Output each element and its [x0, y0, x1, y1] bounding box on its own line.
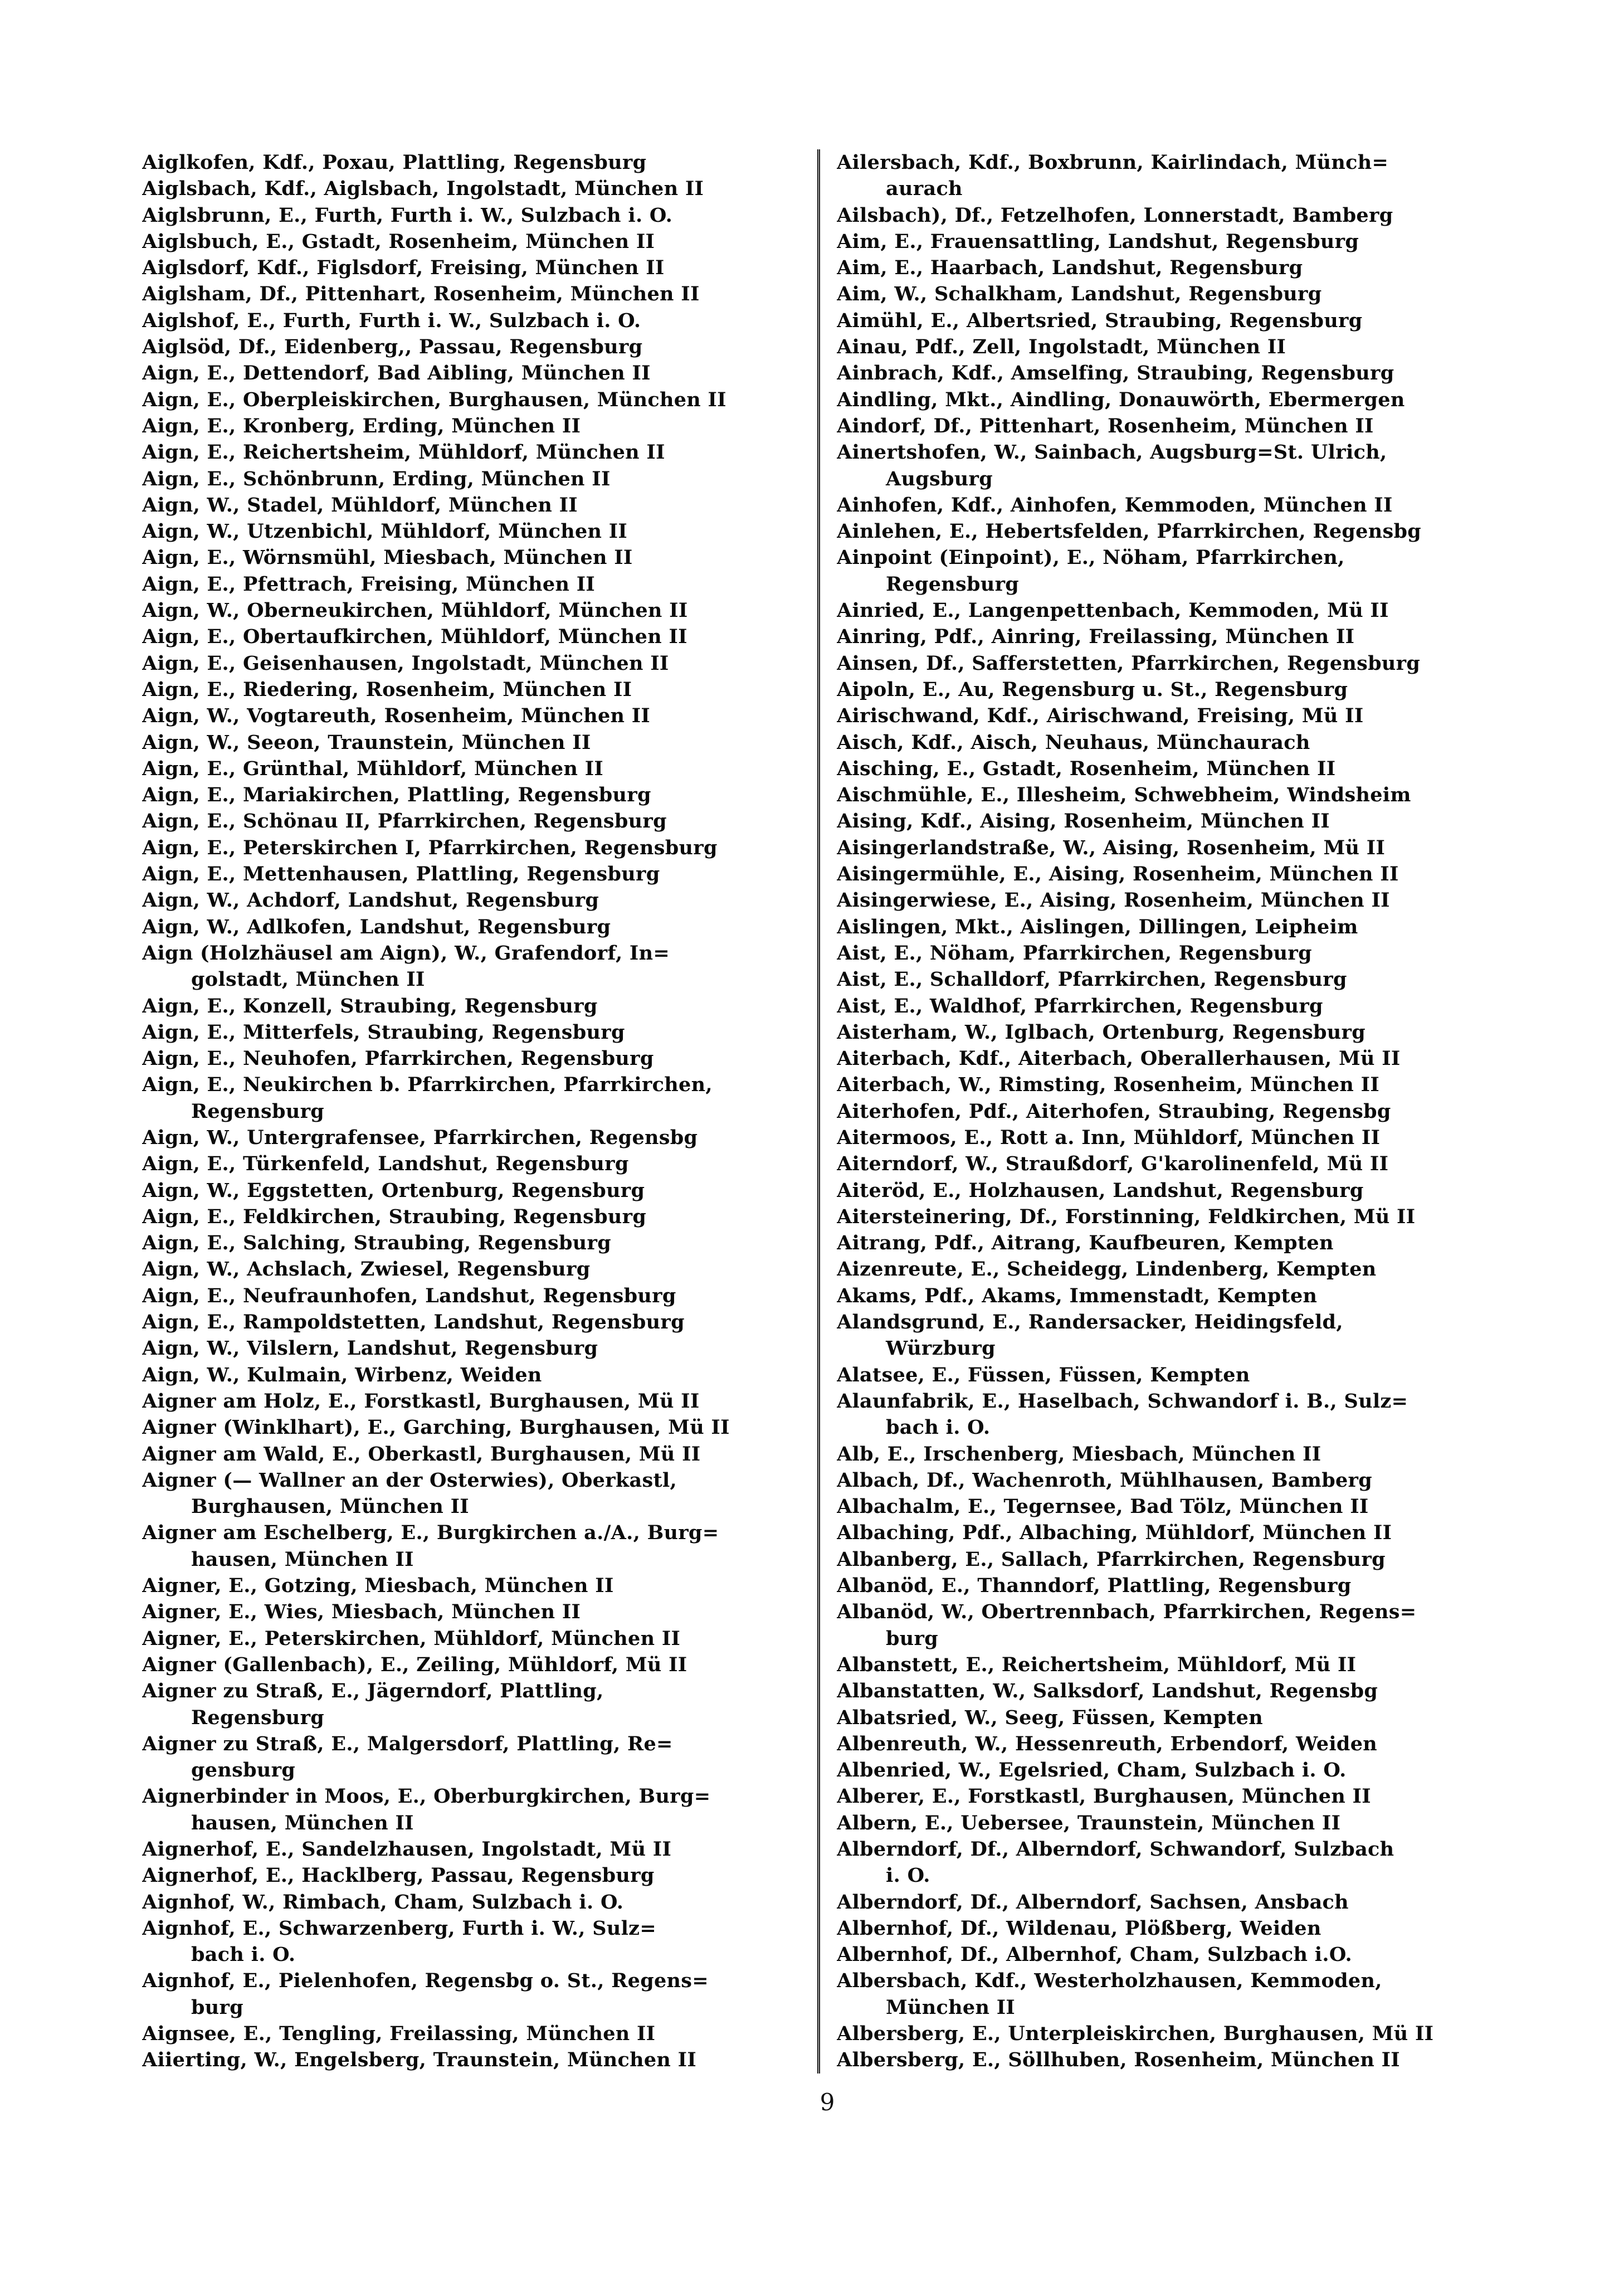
directory-line: Alatsee, E., Füssen, Füssen, Kempten	[837, 1363, 1250, 1386]
directory-line: Regensburg	[886, 572, 1020, 596]
directory-line: Aitersteinering, Df., Forstinning, Feldkirchen, Mü II	[837, 1205, 1416, 1228]
directory-line: Aisingerwiese, E., Aising, Rosenheim, München II	[837, 889, 1390, 912]
directory-line: Aign, E., Wörnsmühl, Miesbach, München II	[142, 546, 633, 570]
directory-line: Aislingen, Mkt., Aislingen, Dillingen, Leipheim	[837, 915, 1358, 938]
directory-line: Alandsgrund, E., Randersacker, Heidingsfeld,	[837, 1311, 1343, 1334]
directory-line: Aignhof, E., Schwarzenberg, Furth i. W., Sulz=	[142, 1916, 656, 1940]
directory-line: Aign, W., Utzenbichl, Mühldorf, München II	[142, 520, 628, 543]
directory-line: Aigner am Wald, E., Oberkastl, Burghausen, Mü II	[142, 1442, 701, 1466]
directory-line: Aign, W., Vilslern, Landshut, Regensburg	[142, 1337, 598, 1360]
directory-line: Alb, E., Irschenberg, Miesbach, München II	[837, 1442, 1321, 1466]
directory-line: Aisingerlandstraße, W., Aising, Rosenheim, Mü II	[837, 836, 1386, 859]
directory-line: Aign, E., Türkenfeld, Landshut, Regensburg	[142, 1152, 629, 1176]
directory-line: Aist, E., Nöham, Pfarrkirchen, Regensburg	[837, 941, 1312, 965]
directory-line: Augsburg	[886, 467, 993, 490]
directory-line: Aisching, E., Gstadt, Rosenheim, München II	[837, 757, 1336, 780]
directory-line: Aign, W., Oberneukirchen, Mühldorf, München II	[142, 599, 688, 622]
directory-line: Albaching, Pdf., Albaching, Mühldorf, München II	[837, 1521, 1392, 1545]
directory-line: Aignerbinder in Moos, E., Oberburgkirchen, Burg=	[142, 1785, 711, 1808]
directory-line: Aign, E., Mitterfels, Straubing, Regensburg	[142, 1020, 625, 1044]
directory-line: Aign (Holzhäusel am Aign), W., Grafendorf, In=	[142, 941, 670, 965]
directory-line: Alberndorf, Df., Alberndorf, Sachsen, Ansbach	[837, 1890, 1349, 1914]
directory-line: Albanöd, W., Obertrennbach, Pfarrkirchen, Regens=	[837, 1600, 1417, 1624]
directory-line: Aisch, Kdf., Aisch, Neuhaus, Münchaurach	[837, 731, 1310, 754]
directory-line: bach i. O.	[191, 1943, 296, 1967]
directory-line: Ainring, Pdf., Ainring, Freilassing, München II	[837, 625, 1355, 649]
directory-line: Aitermoos, E., Rott a. Inn, Mühldorf, München II	[837, 1126, 1381, 1149]
directory-line: Aiterbach, Kdf., Aiterbach, Oberallerhausen, Mü II	[837, 1047, 1401, 1070]
directory-line: Ainau, Pdf., Zell, Ingolstadt, München II	[837, 335, 1286, 359]
directory-line: Aign, E., Obertaufkirchen, Mühldorf, München II	[142, 625, 687, 649]
directory-line: Ailsbach), Df., Fetzelhofen, Lonnerstadt, Bamberg	[837, 203, 1393, 227]
directory-columns	[142, 149, 1513, 2074]
directory-line: Ainertshofen, W., Sainbach, Augsburg=St. Ulrich,	[837, 441, 1387, 464]
directory-line: Regensburg	[191, 1706, 325, 1729]
directory-line: Aist, E., Waldhof, Pfarrkirchen, Regensburg	[837, 994, 1323, 1018]
directory-line: Aiglsham, Df., Pittenhart, Rosenheim, München II	[142, 283, 700, 306]
directory-line: München II	[886, 1995, 1016, 2019]
directory-line: Albanöd, E., Thanndorf, Plattling, Regensburg	[837, 1574, 1352, 1598]
directory-line: Aign, E., Dettendorf, Bad Aibling, München II	[142, 362, 651, 385]
directory-line: golstadt, München II	[191, 968, 425, 991]
directory-line: Aigner, E., Gotzing, Miesbach, München II	[142, 1574, 614, 1598]
directory-line: Aiglshof, E., Furth, Furth i. W., Sulzbach i. O.	[142, 309, 641, 332]
directory-line: Albersberg, E., Unterpleiskirchen, Burghausen, Mü II	[837, 2022, 1434, 2046]
directory-line: Aiglsbach, Kdf., Aiglsbach, Ingolstadt, München II	[142, 177, 704, 201]
directory-line: Aign, E., Geisenhausen, Ingolstadt, München II	[142, 651, 669, 675]
directory-line: Aiteröd, E., Holzhausen, Landshut, Regensburg	[837, 1179, 1364, 1202]
directory-line: Aindorf, Df., Pittenhart, Rosenheim, München II	[837, 414, 1374, 437]
directory-line: Aign, E., Salching, Straubing, Regensburg	[142, 1232, 612, 1255]
directory-line: Ainlehen, E., Hebertsfelden, Pfarrkirchen, Regensbg	[837, 520, 1422, 543]
directory-line: hausen, München II	[191, 1547, 414, 1571]
directory-line: Albenried, W., Egelsried, Cham, Sulzbach i. O.	[837, 1759, 1347, 1782]
directory-line: Aiglsbrunn, E., Furth, Furth i. W., Sulzbach i. O.	[142, 203, 673, 227]
directory-line: Regensburg	[191, 1099, 325, 1123]
directory-line: Aign, E., Schönau II, Pfarrkirchen, Regensburg	[142, 810, 667, 833]
directory-line: Aign, E., Konzell, Straubing, Regensburg	[142, 994, 598, 1018]
directory-line: Aising, Kdf., Aising, Rosenheim, München II	[837, 810, 1330, 833]
directory-line: Aignerhof, E., Hacklberg, Passau, Regensburg	[142, 1864, 655, 1887]
directory-line: Aiterhofen, Pdf., Aiterhofen, Straubing, Regensbg	[837, 1099, 1391, 1123]
directory-line: Albanberg, E., Sallach, Pfarrkirchen, Regensburg	[837, 1547, 1386, 1571]
directory-line: Aign, W., Eggstetten, Ortenburg, Regensburg	[142, 1179, 645, 1202]
directory-line: Albersbach, Kdf., Westerholzhausen, Kemmoden,	[837, 1969, 1382, 1993]
directory-line: Aindling, Mkt., Aindling, Donauwörth, Ebermergen	[837, 388, 1405, 411]
directory-line: Aign, W., Kulmain, Wirbenz, Weiden	[142, 1363, 542, 1386]
directory-line: Aign, E., Rampoldstetten, Landshut, Regensburg	[142, 1311, 685, 1334]
directory-line: aurach	[886, 177, 963, 201]
directory-line: burg	[886, 1627, 939, 1650]
directory-line: Aign, E., Reichertsheim, Mühldorf, München II	[142, 441, 665, 464]
directory-line: Aigner zu Straß, E., Jägerndorf, Plattling,	[142, 1680, 604, 1703]
directory-line: Aign, W., Stadel, Mühldorf, München II	[142, 493, 578, 517]
directory-line: Albenreuth, W., Hessenreuth, Erbendorf, Weiden	[837, 1732, 1378, 1755]
directory-line: Aign, W., Adlkofen, Landshut, Regensburg	[142, 915, 611, 938]
directory-line: Aigner zu Straß, E., Malgersdorf, Plattling, Re=	[142, 1732, 673, 1755]
directory-column-right	[820, 149, 1513, 2074]
directory-line: Aim, E., Frauensattling, Landshut, Regensburg	[837, 230, 1359, 253]
directory-line: Alberndorf, Df., Alberndorf, Schwandorf, Sulzbach	[837, 1838, 1394, 1861]
directory-line: Aipoln, E., Au, Regensburg u. St., Regensburg	[837, 678, 1348, 701]
directory-line: Albanstett, E., Reichertsheim, Mühldorf, Mü II	[837, 1653, 1357, 1676]
directory-line: Airischwand, Kdf., Airischwand, Freising, Mü II	[837, 704, 1364, 728]
directory-line: Aign, E., Neuhofen, Pfarrkirchen, Regensburg	[142, 1047, 654, 1070]
directory-line: Aign, E., Neufraunhofen, Landshut, Regensburg	[142, 1284, 676, 1307]
directory-line: Aign, W., Seeon, Traunstein, München II	[142, 731, 591, 754]
directory-line: gensburg	[191, 1759, 296, 1782]
directory-line: Aign, E., Neukirchen b. Pfarrkirchen, Pfarrkirchen,	[142, 1073, 713, 1097]
directory-line: Aiglkofen, Kdf., Poxau, Plattling, Regensburg	[142, 151, 647, 174]
directory-line: burg	[191, 1995, 244, 2019]
directory-line: Aign, E., Feldkirchen, Straubing, Regensburg	[142, 1205, 647, 1228]
directory-line: Aign, W., Untergrafensee, Pfarrkirchen, Regensbg	[142, 1126, 698, 1149]
directory-line: Burghausen, München II	[191, 1495, 469, 1518]
directory-line: Würzburg	[886, 1337, 996, 1360]
directory-line: Albersberg, E., Söllhuben, Rosenheim, München II	[837, 2048, 1400, 2072]
directory-line: Aizenreute, E., Scheidegg, Lindenberg, Kempten	[837, 1258, 1377, 1281]
directory-line: Aist, E., Schalldorf, Pfarrkirchen, Regensburg	[837, 968, 1347, 991]
directory-line: Aigner, E., Wies, Miesbach, München II	[142, 1600, 581, 1624]
directory-line: Aisterham, W., Iglbach, Ortenburg, Regensburg	[837, 1020, 1365, 1044]
directory-line: Akams, Pdf., Akams, Immenstadt, Kempten	[837, 1284, 1318, 1307]
directory-line: Aigner (Gallenbach), E., Zeiling, Mühldorf, Mü II	[142, 1653, 687, 1676]
directory-line: Ainbrach, Kdf., Amselfing, Straubing, Regensburg	[837, 362, 1394, 385]
directory-line: Albernhof, Df., Albernhof, Cham, Sulzbach i.O.	[837, 1943, 1353, 1967]
directory-line: Ainpoint (Einpoint), E., Nöham, Pfarrkirchen,	[837, 546, 1345, 570]
directory-line: Alberer, E., Forstkastl, Burghausen, München II	[837, 1785, 1371, 1808]
directory-line: Aigner am Holz, E., Forstkastl, Burghausen, Mü II	[142, 1389, 700, 1413]
directory-line: Aignerhof, E., Sandelzhausen, Ingolstadt, Mü II	[142, 1838, 672, 1861]
directory-line: Albachalm, E., Tegernsee, Bad Tölz, München II	[837, 1495, 1369, 1518]
directory-line: Aigner (— Wallner an der Osterwies), Oberkastl,	[142, 1468, 677, 1492]
directory-line: Albernhof, Df., Wildenau, Plößberg, Weiden	[837, 1916, 1321, 1940]
directory-line: Albern, E., Uebersee, Traunstein, München II	[837, 1811, 1341, 1834]
directory-line: Aisingermühle, E., Aising, Rosenheim, München II	[837, 863, 1399, 886]
directory-line: Aign, W., Vogtareuth, Rosenheim, München II	[142, 704, 651, 728]
directory-line: Aign, W., Achslach, Zwiesel, Regensburg	[142, 1258, 591, 1281]
directory-line: Albach, Df., Wachenroth, Mühlhausen, Bamberg	[837, 1468, 1373, 1492]
directory-line: Aign, W., Achdorf, Landshut, Regensburg	[142, 889, 599, 912]
directory-line: Aign, E., Peterskirchen I, Pfarrkirchen, Regensburg	[142, 836, 718, 859]
directory-line: Aignsee, E., Tengling, Freilassing, München II	[142, 2022, 656, 2046]
directory-line: Aiterndorf, W., Straußdorf, G'karolinenfeld, Mü II	[837, 1152, 1389, 1176]
directory-line: bach i. O.	[886, 1416, 991, 1439]
directory-line: Aign, E., Schönbrunn, Erding, München II	[142, 467, 611, 490]
directory-line: Aiierting, W., Engelsberg, Traunstein, München II	[142, 2048, 697, 2072]
directory-line: Aigner am Eschelberg, E., Burgkirchen a./A., Burg=	[142, 1521, 719, 1545]
directory-line: Aign, E., Kronberg, Erding, München II	[142, 414, 581, 437]
directory-line: Aiglsöd, Df., Eidenberg,, Passau, Regensburg	[142, 335, 643, 359]
directory-line: Aign, E., Grünthal, Mühldorf, München II	[142, 757, 604, 780]
directory-line: Aim, W., Schalkham, Landshut, Regensburg	[837, 283, 1322, 306]
directory-line: Albanstatten, W., Salksdorf, Landshut, Regensbg	[837, 1680, 1378, 1703]
page-number: 9	[820, 2089, 835, 2116]
directory-line: hausen, München II	[191, 1811, 414, 1834]
directory-line: Aign, E., Riedering, Rosenheim, München II	[142, 678, 632, 701]
directory-line: Aignhof, W., Rimbach, Cham, Sulzbach i. O.	[142, 1890, 624, 1914]
directory-line: Aischmühle, E., Illesheim, Schwebheim, Windsheim	[837, 783, 1411, 807]
directory-line: Aign, E., Oberpleiskirchen, Burghausen, München II	[142, 388, 726, 411]
directory-line: Aignhof, E., Pielenhofen, Regensbg o. St., Regens=	[142, 1969, 709, 1993]
directory-line: Aim, E., Haarbach, Landshut, Regensburg	[837, 256, 1303, 280]
directory-line: Ainhofen, Kdf., Ainhofen, Kemmoden, München II	[837, 493, 1393, 517]
directory-line: Aigner (Winklhart), E., Garching, Burghausen, Mü II	[142, 1416, 730, 1439]
directory-line: Ailersbach, Kdf., Boxbrunn, Kairlindach, Münch=	[837, 151, 1389, 174]
directory-line: Aimühl, E., Albertsried, Straubing, Regensburg	[837, 309, 1363, 332]
directory-column-left	[142, 149, 817, 2074]
directory-line: Aitrang, Pdf., Aitrang, Kaufbeuren, Kempten	[837, 1232, 1334, 1255]
directory-line: Aiterbach, W., Rimsting, Rosenheim, München II	[837, 1073, 1379, 1097]
directory-line: Albatsried, W., Seeg, Füssen, Kempten	[837, 1706, 1263, 1729]
directory-line: Aign, E., Mettenhausen, Plattling, Regensburg	[142, 863, 660, 886]
directory-line: Aign, E., Pfettrach, Freising, München II	[142, 572, 596, 596]
directory-line: Ainsen, Df., Safferstetten, Pfarrkirchen, Regensburg	[837, 651, 1421, 675]
directory-line: Aiglsbuch, E., Gstadt, Rosenheim, München II	[142, 230, 655, 253]
directory-line: Alaunfabrik, E., Haselbach, Schwandorf i. B., Sulz=	[837, 1389, 1408, 1413]
directory-line: Aiglsdorf, Kdf., Figlsdorf, Freising, München II	[142, 256, 665, 280]
directory-line: Aign, E., Mariakirchen, Plattling, Regensburg	[142, 783, 651, 807]
directory-line: Ainried, E., Langenpettenbach, Kemmoden, Mü II	[837, 599, 1389, 622]
directory-line: i. O.	[886, 1864, 930, 1887]
directory-line: Aigner, E., Peterskirchen, Mühldorf, München II	[142, 1627, 681, 1650]
